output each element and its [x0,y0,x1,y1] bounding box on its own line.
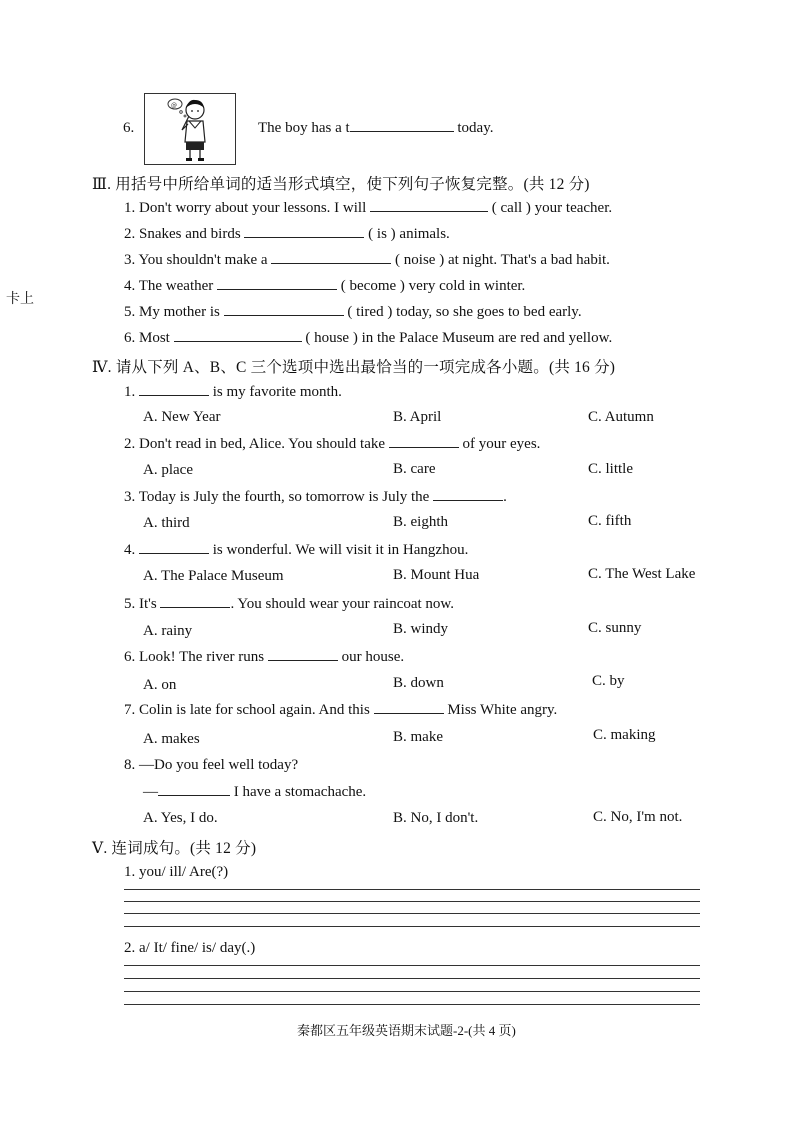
s4-option-c[interactable]: C. by [592,673,625,689]
s4-option-c[interactable]: C. making [593,727,656,743]
s3-item-3 [124,251,610,269]
answer-line[interactable] [124,978,700,979]
q6-answer-blank[interactable] [350,119,454,132]
s4-option-a[interactable]: A. rainy [143,623,193,639]
s4-question-text: — [143,784,158,800]
s4-question-text: is wonderful. We will visit it in Hangzhou. [212,542,469,558]
s3-answer-blank[interactable] [174,329,302,342]
s4-answer-blank[interactable] [158,783,230,796]
q6-sentence [258,119,494,137]
svg-text:@: @ [171,102,177,109]
s4-answer-blank[interactable] [139,383,209,396]
answer-line[interactable] [124,965,700,966]
s4-question-text: 7. Colin is late for school again. And this [124,702,370,718]
s4-option-b[interactable]: B. April [393,409,442,425]
page-footer: 秦都区五年级英语期末试题-2-(共 4 页) [297,1023,516,1038]
s4-option-a[interactable]: A. third [143,515,190,531]
s4-question-text: is my favorite month. [212,384,342,400]
s4-option-a[interactable]: A. place [143,462,193,478]
s3-answer-blank[interactable] [271,251,391,264]
s3-item-text: very cold in winter. [408,278,526,294]
s3-item-word: ( call ) [491,200,531,216]
boy-illustration [144,93,236,165]
s3-item-word: ( house ) [305,330,358,346]
s3-answer-blank[interactable] [244,225,364,238]
answer-line[interactable] [124,1004,700,1005]
s4-question-5 [124,595,454,613]
answer-line[interactable] [124,913,700,914]
s4-option-b[interactable]: B. eighth [393,514,448,530]
s4-option-b[interactable]: B. down [393,675,444,691]
answer-line[interactable] [124,926,700,927]
s3-item-word: ( tired ) [347,304,393,320]
s4-option-c[interactable]: C. fifth [588,513,632,529]
s4-option-b[interactable]: B. make [393,729,443,745]
s4-option-b[interactable]: B. Mount Hua [393,567,480,583]
s4-option-c[interactable]: C. No, I'm not. [593,809,683,825]
answer-line[interactable] [124,889,700,890]
section3-title: Ⅲ. 用括号中所给单词的适当形式填空，使下列句子恢复完整。(共 12 分) [92,176,590,193]
margin-note: 卡上 [6,291,34,307]
s3-item-4 [124,277,525,295]
s4-option-c[interactable]: C. Autumn [588,409,654,425]
s4-option-c[interactable]: C. sunny [588,620,642,636]
s4-answer-blank[interactable] [160,595,230,608]
q6-text-after: today. [457,120,494,136]
s3-item-text: your teacher. [534,200,613,216]
s3-answer-blank[interactable] [224,303,344,316]
s3-item-text: 4. The weather [124,278,214,294]
s4-question-text: I have a stomachache. [233,784,367,800]
s5-item-1: 1. you/ ill/ Are(?) [124,864,229,880]
s4-question-text: 4. [124,542,136,558]
s4-answer-blank[interactable] [389,435,459,448]
q6-text-before: The boy has a t [258,120,350,136]
s4-option-a[interactable]: A. The Palace Museum [143,568,284,584]
s4-question-3 [124,488,507,506]
s3-item-text: 5. My mother is [124,304,220,320]
s3-answer-blank[interactable] [370,199,488,212]
s4-answer-blank[interactable] [139,541,209,554]
s5-item-2: 2. a/ It/ fine/ is/ day(.) [124,940,256,956]
s4-option-c[interactable]: C. little [588,461,633,477]
s4-question-text: of your eyes. [462,436,541,452]
s3-item-word: ( noise ) [395,252,445,268]
s4-question-text: 2. Don't read in bed, Alice. You should take [124,436,386,452]
s4-option-b[interactable]: B. windy [393,621,449,637]
s4-option-a[interactable]: A. on [143,677,177,693]
s4-option-a[interactable]: A. makes [143,731,200,747]
s4-option-a[interactable]: A. New Year [143,409,221,425]
s3-item-text: 2. Snakes and birds [124,226,241,242]
s4-question-text: our house. [341,649,405,665]
s3-item-word: ( is ) [368,226,396,242]
s4-answer-blank[interactable] [268,648,338,661]
section5-title: Ⅴ. 连词成句。(共 12 分) [92,840,257,857]
s4-question-text: 6. Look! The river runs [124,649,265,665]
s4-option-b[interactable]: B. No, I don't. [393,810,479,826]
s4-question-6 [124,648,404,666]
s4-question-text: Miss White angry. [447,702,558,718]
s4-question-text: 5. It's [124,596,157,612]
s4-option-c[interactable]: C. The West Lake [588,566,696,582]
s4-answer-blank[interactable] [374,701,444,714]
s3-item-text: 1. Don't worry about your lessons. I will [124,200,367,216]
s3-answer-blank[interactable] [217,277,337,290]
s4-question-8-line2 [143,783,366,801]
s4-question-text: . You should wear your raincoat now. [230,596,455,612]
s4-question-text: . [503,489,507,505]
s3-item-word: ( become ) [340,278,405,294]
s4-question-8-line1: 8. —Do you feel well today? [124,757,299,773]
s4-question-text: 3. Today is July the fourth, so tomorrow is July the [124,489,430,505]
answer-line[interactable] [124,991,700,992]
s4-question-4 [124,541,468,559]
s3-item-1 [124,199,612,217]
s3-item-6 [124,329,612,347]
s4-answer-blank[interactable] [433,488,503,501]
s4-option-b[interactable]: B. care [393,461,436,477]
s4-question-7 [124,701,557,719]
q6-number: 6. [123,120,135,136]
section4-title: Ⅳ. 请从下列 A、B、C 三个选项中选出最恰当的一项完成各小题。(共 16 分) [92,359,616,376]
s3-item-text: animals. [399,226,450,242]
s3-item-text: today, so she goes to bed early. [396,304,582,320]
s3-item-text: 3. You shouldn't make a [124,252,268,268]
s4-question-text: 1. [124,384,136,400]
s3-item-2 [124,225,450,243]
s3-item-text: 6. Most [124,330,170,346]
s3-item-text: in the Palace Museum are red and yellow. [361,330,613,346]
s4-question-1 [124,383,342,401]
s3-item-5 [124,303,582,321]
s4-question-2 [124,435,540,453]
answer-line[interactable] [124,901,700,902]
s4-option-a[interactable]: A. Yes, I do. [143,810,218,826]
s3-item-text: at night. That's a bad habit. [447,252,610,268]
